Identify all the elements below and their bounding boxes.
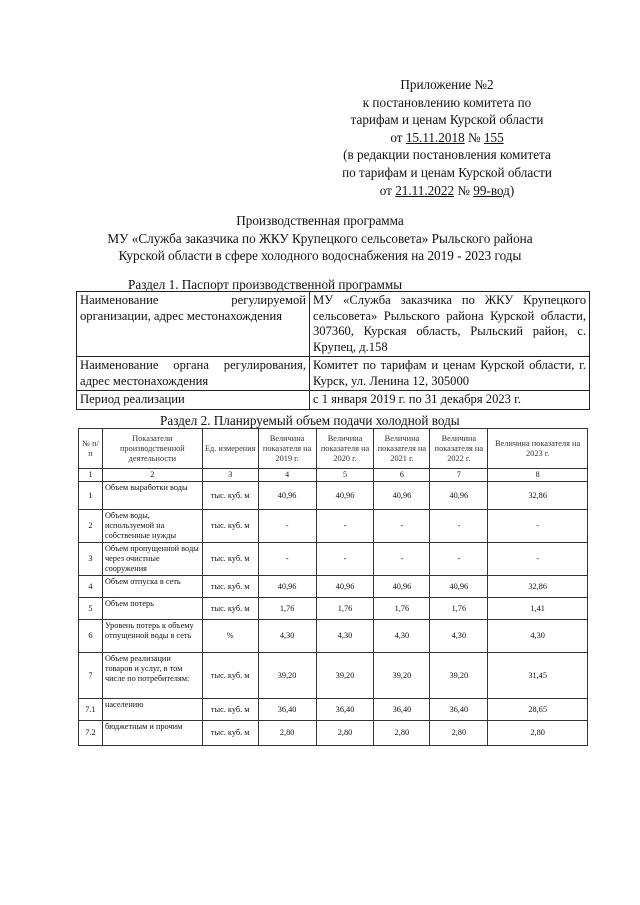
appendix-line: тарифам и ценам Курской области [350,112,544,128]
value-cell: - [430,510,488,543]
indicator-name: Уровень потерь к объему отпущенной воды в сеть [102,620,202,653]
indicator-name: Объем потерь [102,598,202,620]
value-cell: 40,96 [430,576,488,598]
passport-table [76,291,590,410]
column-header: Величина показателя на 2022 г. [430,429,488,469]
passport-label: Период реализации [77,391,310,410]
title-line: МУ «Служба заказчика по ЖКУ Крупецкого сельсовета» Рыльского района [107,230,533,246]
appendix-line: по тарифам и ценам Курской области [342,164,552,180]
value-cell: - [258,543,316,576]
value-cell: 40,96 [374,576,430,598]
header-row [79,429,588,469]
value-cell: 1,41 [488,598,588,620]
document-title [60,212,580,265]
column-index: 5 [316,469,374,482]
title-line: Производственная программа [236,213,404,228]
value-cell: 4,30 [374,620,430,653]
value-cell: 40,96 [430,482,488,510]
passport-label: Наименование регулируемой организации, адрес местонахождения [77,292,310,357]
row-number: 7.2 [79,721,103,746]
value-cell: 2,80 [430,721,488,746]
value-cell: - [488,543,588,576]
value-cell: 4,30 [488,620,588,653]
column-index: 7 [430,469,488,482]
value-cell: 36,40 [258,699,316,721]
section2-heading: Раздел 2. Планируемый объем подачи холодной воды [160,413,460,428]
value-cell: 1,76 [430,598,488,620]
value-cell: 39,20 [374,653,430,699]
column-header: Величина показателя на 2023 г. [488,429,588,469]
value-cell: - [316,543,374,576]
table-row [79,576,588,598]
row-number: 6 [79,620,103,653]
column-index: 6 [374,469,430,482]
table-row [79,510,588,543]
appendix-line: к постановлению комитета по [362,94,532,110]
appendix-line: Приложение №2 [400,77,494,92]
unit-cell: тыс. куб. м [202,653,258,699]
table-row [79,653,588,699]
value-cell: 40,96 [316,482,374,510]
value-cell: 32,86 [488,576,588,598]
amendment-number: 99-вод [473,182,510,198]
value-cell: 36,40 [430,699,488,721]
row-number: 7.1 [79,699,103,721]
row-number: 4 [79,576,103,598]
row-number: 3 [79,543,103,576]
table-row [77,391,590,410]
value-cell: 28,65 [488,699,588,721]
row-number: 7 [79,653,103,699]
row-number: 5 [79,598,103,620]
indicator-name: населению [102,699,202,721]
column-index: 4 [258,469,316,482]
table-row [79,620,588,653]
value-cell: 40,96 [316,576,374,598]
value-cell: 1,76 [316,598,374,620]
indicator-name: Объем воды, используемой на собственные нужды [102,510,202,543]
value-cell: 36,40 [374,699,430,721]
column-header: № п/п [79,429,103,469]
value-cell: 2,80 [316,721,374,746]
column-index: 8 [488,469,588,482]
unit-cell: тыс. куб. м [202,510,258,543]
value-cell: 2,80 [488,721,588,746]
appendix-line: (в редакции постановления комитета [343,147,551,163]
unit-cell: тыс. куб. м [202,576,258,598]
appendix-line: от 21.11.2022 № 99-вод) [379,182,515,198]
passport-value: Комитет по тарифам и ценам Курской области, г. Курск, ул. Ленина 12, 305000 [310,357,590,391]
section1-heading: Раздел 1. Паспорт производственной программы [128,277,403,292]
table-row [79,598,588,620]
unit-cell: тыс. куб. м [202,543,258,576]
value-cell: 1,76 [258,598,316,620]
table-row [77,292,590,357]
column-index: 3 [202,469,258,482]
appendix-line: от 15.11.2018 № 155 [390,129,504,145]
value-cell: 40,96 [374,482,430,510]
value-cell: 40,96 [258,482,316,510]
value-cell: 36,40 [316,699,374,721]
unit-cell: тыс. куб. м [202,721,258,746]
amendment-date: 21.11.2022 [395,182,455,198]
value-cell: 4,30 [316,620,374,653]
indicator-name: Объем пропущенной воды через очистные сооружения [102,543,202,576]
row-number: 2 [79,510,103,543]
value-cell: 4,30 [258,620,316,653]
indicator-name: Объем выработки воды [102,482,202,510]
title-line: Курской области в сфере холодного водоснабжения на 2019 - 2023 годы [118,248,522,264]
unit-cell: % [202,620,258,653]
value-cell: - [488,510,588,543]
value-cell: - [258,510,316,543]
value-cell: 4,30 [430,620,488,653]
table-row [79,699,588,721]
row-number: 1 [79,482,103,510]
column-header: Величина показателя на 2019 г. [258,429,316,469]
table-row [79,482,588,510]
passport-value: МУ «Служба заказчика по ЖКУ Крупецкого сельсовета» Рыльского района Курской области, 307360, Курская область, Рыльский район, с. Крупец, д.158 [310,292,590,357]
value-cell: 2,80 [258,721,316,746]
table-row [79,543,588,576]
column-index: 2 [102,469,202,482]
indicator-name: Объем реализации товаров и услуг, в том числе по потребителям: [102,653,202,699]
column-header: Величина показателя на 2021 г. [374,429,430,469]
value-cell: - [374,543,430,576]
table-row [77,357,590,391]
value-cell: 2,80 [374,721,430,746]
table-row [79,721,588,746]
column-index-row [79,469,588,482]
value-cell: 1,76 [374,598,430,620]
passport-value: с 1 января 2019 г. по 31 декабря 2023 г. [310,391,590,410]
passport-label: Наименование органа регулирования, адрес местонахождения [77,357,310,391]
resolution-number: 155 [483,129,504,145]
value-cell: 39,20 [316,653,374,699]
unit-cell: тыс. куб. м [202,482,258,510]
volume-table [78,428,588,746]
appendix-header [317,76,577,199]
value-cell: - [374,510,430,543]
column-header: Ед. измерения [202,429,258,469]
value-cell: - [430,543,488,576]
resolution-date: 15.11.2018 [405,129,465,145]
column-index: 1 [79,469,103,482]
column-header: Величина показателя на 2020 г. [316,429,374,469]
value-cell: 32,86 [488,482,588,510]
value-cell: 39,20 [430,653,488,699]
indicator-name: бюджетным и прочим [102,721,202,746]
value-cell: 40,96 [258,576,316,598]
value-cell: - [316,510,374,543]
unit-cell: тыс. куб. м [202,699,258,721]
value-cell: 31,45 [488,653,588,699]
unit-cell: тыс. куб. м [202,598,258,620]
column-header: Показатели производственной деятельности [102,429,202,469]
value-cell: 39,20 [258,653,316,699]
indicator-name: Объем отпуска в сеть [102,576,202,598]
